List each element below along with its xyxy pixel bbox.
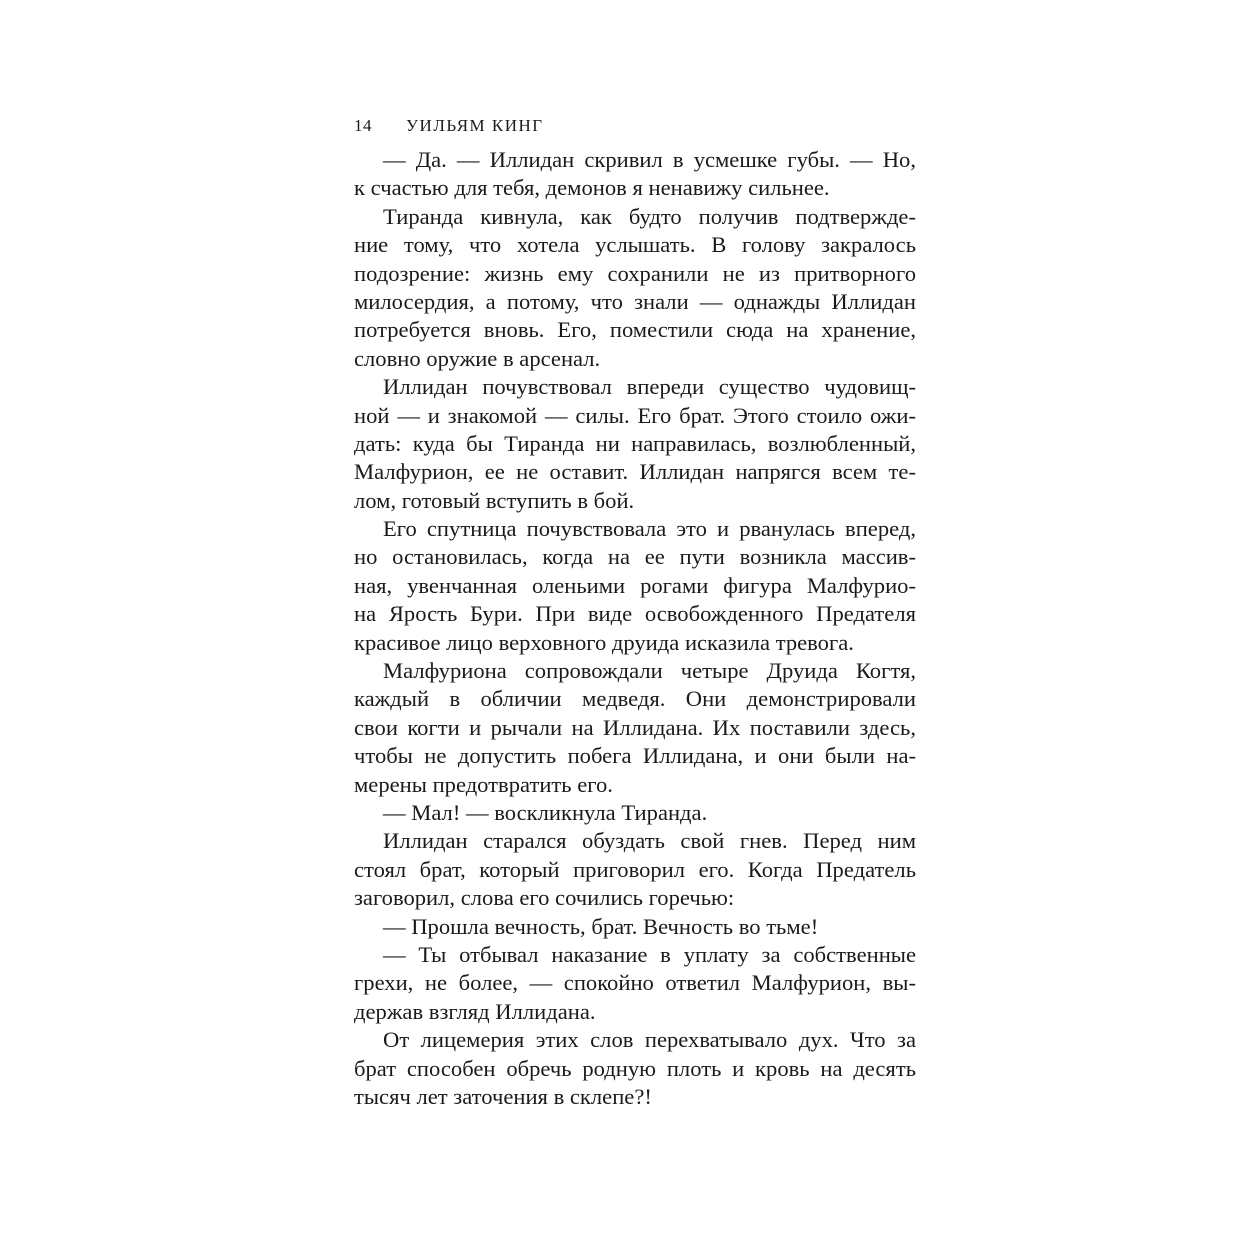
text-line: заговорил, слова его сочились горечью: bbox=[354, 885, 735, 911]
text-line: Малфурион, ее не оставит. Иллидан напрягся всем те- bbox=[354, 459, 916, 485]
text-line: ной — и знакомой — силы. Его брат. Этого стоило ожи- bbox=[354, 402, 916, 428]
text-line: потребуется вновь. Его, поместили сюда на хранение, bbox=[354, 317, 916, 343]
text-line: — Мал! — воскликнула Тиранда. bbox=[383, 799, 708, 825]
body-text bbox=[354, 146, 916, 1111]
book-page bbox=[354, 112, 916, 1111]
text-line: — Прошла вечность, брат. Вечность во тьме! bbox=[383, 913, 819, 939]
text-line: грехи, не более, — спокойно ответил Малфурион, вы- bbox=[354, 970, 916, 996]
text-line: От лицемерия этих слов перехватывало дух. Что за bbox=[383, 1027, 916, 1053]
text-line: чтобы не допустить побега Иллидана, и они были на- bbox=[354, 743, 916, 769]
text-line: словно оружие в арсенал. bbox=[354, 345, 601, 371]
text-line: дать: куда бы Тиранда ни направилась, возлюбленный, bbox=[354, 430, 916, 456]
text-line: Иллидан почувствовал впереди существо чудовищ- bbox=[383, 374, 916, 400]
text-line: Его спутница почувствовала это и рванулась вперед, bbox=[383, 516, 916, 542]
text-line: но остановилась, когда на ее пути возникла массив- bbox=[354, 544, 916, 570]
running-head-author: УИЛЬЯМ КИНГ bbox=[406, 116, 544, 135]
text-line: стоял брат, который приговорил его. Когда Предатель bbox=[354, 856, 916, 882]
text-line: красивое лицо верховного друида исказила тревога. bbox=[354, 629, 854, 655]
text-line: Тиранда кивнула, как будто получив подтвержде- bbox=[383, 203, 916, 229]
text-line: к счастью для тебя, демонов я ненавижу сильнее. bbox=[354, 175, 830, 201]
text-line: подозрение: жизнь ему сохранили не из притворного bbox=[354, 260, 916, 286]
text-line: лом, готовый вступить в бой. bbox=[354, 487, 635, 513]
text-line: ние тому, что хотела услышать. В голову закралось bbox=[354, 232, 916, 258]
text-line: на Ярость Бури. При виде освобожденного Предателя bbox=[354, 601, 916, 627]
text-line: — Ты отбывал наказание в уплату за собственные bbox=[383, 941, 916, 967]
text-line: — Да. — Иллидан скривил в усмешке губы. — Но, bbox=[383, 147, 916, 172]
page-number: 14 bbox=[354, 116, 372, 135]
text-line: мерены предотвратить его. bbox=[354, 771, 613, 797]
text-line: тысяч лет заточения в склепе?! bbox=[354, 1083, 652, 1109]
text-line: ная, увенчанная оленьими рогами фигура Малфурио- bbox=[354, 572, 916, 598]
text-line: держав взгляд Иллидана. bbox=[354, 998, 596, 1024]
text-line: милосердия, а потому, что знали — однажды Иллидан bbox=[354, 288, 916, 314]
text-line: свои когти и рычали на Иллидана. Их поставили здесь, bbox=[354, 714, 916, 740]
text-line: каждый в обличии медведя. Они демонстрировали bbox=[354, 686, 916, 712]
text-line: Иллидан старался обуздать свой гнев. Перед ним bbox=[383, 828, 916, 854]
running-head bbox=[354, 112, 916, 146]
text-line: Малфуриона сопровождали четыре Друида Когтя, bbox=[383, 658, 916, 684]
text-line: брат способен обречь родную плоть и кровь на десять bbox=[354, 1055, 916, 1081]
